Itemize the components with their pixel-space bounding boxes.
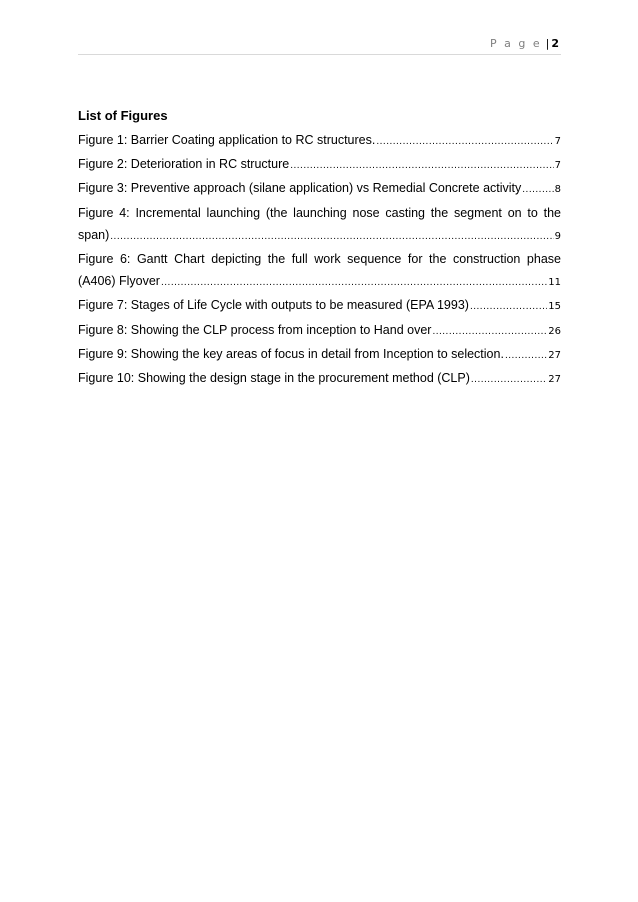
entry-text: Figure 2: Deterioration in RC structure bbox=[78, 157, 290, 172]
list-of-figures-heading: List of Figures bbox=[78, 108, 168, 123]
page-number: 2 bbox=[551, 37, 559, 50]
toc-entry-9[interactable] bbox=[78, 343, 561, 367]
entry-page: 26 bbox=[548, 325, 561, 337]
entry-text: Figure 9: Showing the key areas of focus in detail from Inception to selection. bbox=[78, 346, 504, 361]
dot-leader bbox=[290, 155, 553, 177]
entry-text: Figure 8: Showing the CLP process from inception to Hand over bbox=[78, 322, 432, 337]
toc-entry-1[interactable] bbox=[78, 129, 561, 153]
toc-entry-7[interactable] bbox=[78, 294, 561, 318]
entry-page: 15 bbox=[548, 301, 561, 313]
entry-text: Figure 3: Preventive approach (silane application) vs Remedial Concrete activity bbox=[78, 181, 522, 196]
dot-leader bbox=[432, 321, 547, 343]
toc-entry-8[interactable] bbox=[78, 319, 561, 343]
entry-text: Figure 10: Showing the design stage in the procurement method (CLP) bbox=[78, 371, 470, 386]
entry-text: Figure 1: Barrier Coating application to RC structures. bbox=[78, 133, 376, 147]
page-separator: | bbox=[545, 37, 550, 50]
dot-leader bbox=[376, 131, 553, 153]
figures-list bbox=[78, 129, 561, 391]
entry-page: 7 bbox=[554, 160, 561, 172]
entry-text-line1: Figure 6: Gantt Chart depicting the full work sequence for the construction phase bbox=[78, 252, 561, 267]
dot-leader bbox=[471, 369, 547, 391]
entry-text: (A406) Flyover bbox=[78, 274, 160, 289]
dot-leader bbox=[110, 226, 553, 248]
entry-page: 11 bbox=[548, 277, 561, 289]
page-number-label bbox=[490, 38, 559, 50]
entry-page: 27 bbox=[548, 349, 561, 361]
dot-leader bbox=[161, 272, 547, 294]
entry-page: 27 bbox=[548, 374, 561, 386]
page-word: P a g e bbox=[490, 37, 542, 50]
page-header bbox=[78, 38, 561, 55]
entry-text: span) bbox=[78, 227, 110, 242]
dot-leader bbox=[470, 296, 547, 318]
entry-text: Figure 7: Stages of Life Cycle with outputs to be measured (EPA 1993) bbox=[78, 298, 469, 313]
entry-text-line1: Figure 4: Incremental launching (the launching nose casting the segment on to the bbox=[78, 205, 561, 220]
toc-entry-3[interactable] bbox=[78, 177, 561, 201]
toc-entry-4[interactable] bbox=[78, 202, 561, 248]
dot-leader bbox=[505, 345, 547, 367]
dot-leader bbox=[522, 179, 553, 201]
entry-page: 9 bbox=[554, 230, 561, 242]
entry-page: 7 bbox=[554, 136, 561, 147]
entry-page: 8 bbox=[554, 184, 561, 196]
toc-entry-10[interactable] bbox=[78, 367, 561, 391]
toc-entry-2[interactable] bbox=[78, 153, 561, 177]
toc-entry-6[interactable] bbox=[78, 248, 561, 294]
